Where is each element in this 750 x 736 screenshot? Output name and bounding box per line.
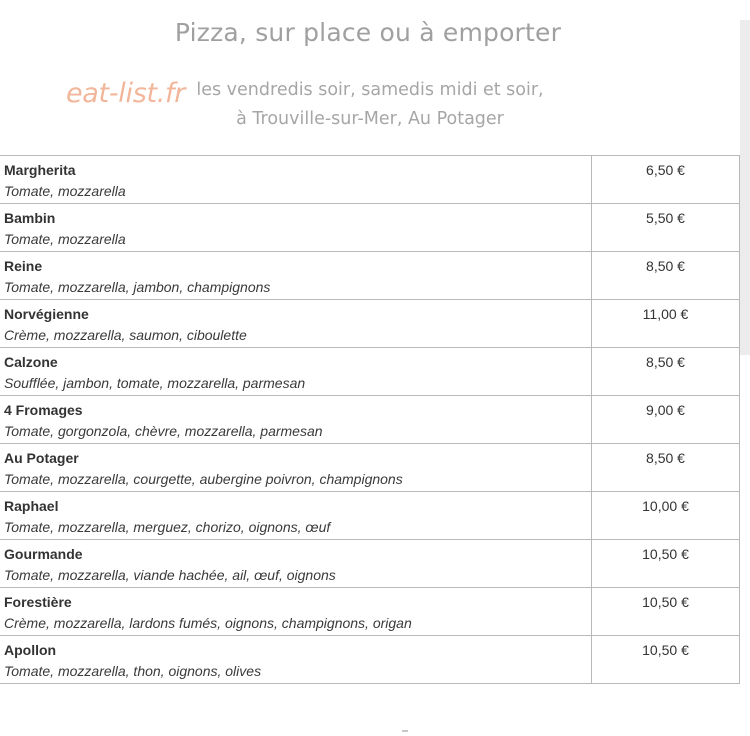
pizza-name-cell [0, 348, 592, 396]
table-row [0, 444, 740, 492]
pizza-name: Norvégienne [4, 306, 89, 322]
pizza-description: Tomate, mozzarella, merguez, chorizo, oignons, œuf [4, 519, 331, 535]
pizza-price: 8,50 € [646, 450, 685, 466]
table-row [0, 540, 740, 588]
table-row [0, 300, 740, 348]
decorative-mark [402, 730, 408, 732]
pizza-price: 6,50 € [646, 162, 685, 178]
pizza-name: Gourmande [4, 546, 83, 562]
pizza-description: Crème, mozzarella, saumon, ciboulette [4, 327, 247, 343]
pizza-description: Soufflée, jambon, tomate, mozzarella, parmesan [4, 375, 306, 391]
pizza-description: Tomate, mozzarella [4, 183, 126, 199]
pizza-price: 10,50 € [642, 594, 689, 610]
pizza-description: Tomate, mozzarella, courgette, aubergine poivron, champignons [4, 471, 403, 487]
pizza-name: Raphael [4, 498, 59, 514]
pizza-price: 9,00 € [646, 402, 685, 418]
table-row [0, 396, 740, 444]
table-row [0, 252, 740, 300]
pizza-name-cell [0, 252, 592, 300]
table-row [0, 492, 740, 540]
scrollbar[interactable] [740, 20, 750, 355]
pizza-name-cell [0, 300, 592, 348]
pizza-name-cell [0, 540, 592, 588]
pizza-name: Bambin [4, 210, 56, 226]
pizza-description: Tomate, gorgonzola, chèvre, mozzarella, parmesan [4, 423, 323, 439]
subtitle-line-1: les vendredis soir, samedis midi et soir, [196, 80, 544, 100]
pizza-description: Tomate, mozzarella, viande hachée, ail, œuf, oignons [4, 567, 336, 583]
pizza-description: Tomate, mozzarella, jambon, champignons [4, 279, 271, 295]
table-row [0, 204, 740, 252]
pizza-price: 10,50 € [642, 642, 689, 658]
pizza-name-cell [0, 396, 592, 444]
pizza-description: Tomate, mozzarella, thon, oignons, olives [4, 663, 262, 679]
pizza-name: Reine [4, 258, 43, 274]
pizza-name-cell [0, 444, 592, 492]
site-logo[interactable]: eat-list.fr [66, 78, 186, 109]
pizza-price: 11,00 € [642, 306, 689, 322]
pizza-description: Crème, mozzarella, lardons fumés, oignons, champignons, origan [4, 615, 412, 631]
pizza-name-cell [0, 204, 592, 252]
table-row [0, 636, 740, 684]
pizza-price: 10,00 € [642, 498, 689, 514]
pizza-name-cell [0, 636, 592, 684]
pizza-price-cell [592, 588, 740, 636]
pizza-price: 10,50 € [642, 546, 689, 562]
pizza-price-cell [592, 396, 740, 444]
pizza-name-cell [0, 588, 592, 636]
pizza-name: Forestière [4, 594, 72, 610]
pizza-name: Au Potager [4, 450, 79, 466]
pizza-name-cell [0, 156, 592, 204]
page-title: Pizza, sur place ou à emporter [174, 18, 562, 47]
subtitle-line-2: à Trouville-sur-Mer, Au Potager [236, 109, 504, 129]
pizza-price-cell [592, 636, 740, 684]
pizza-name-cell [0, 492, 592, 540]
table-row [0, 156, 740, 204]
pizza-price-cell [592, 540, 740, 588]
pizza-name: Calzone [4, 354, 58, 370]
pizza-price-cell [592, 156, 740, 204]
page-subtitle [165, 76, 575, 134]
pizza-price-cell [592, 348, 740, 396]
pizza-name: Apollon [4, 642, 57, 658]
pizza-price-cell [592, 300, 740, 348]
pizza-price-cell [592, 204, 740, 252]
pizza-price-cell [592, 444, 740, 492]
pizza-price-cell [592, 252, 740, 300]
pizza-name: 4 Fromages [4, 402, 83, 418]
pizza-menu-table [0, 155, 740, 684]
pizza-price: 8,50 € [646, 258, 685, 274]
table-row [0, 588, 740, 636]
pizza-price: 8,50 € [646, 354, 685, 370]
pizza-price-cell [592, 492, 740, 540]
pizza-description: Tomate, mozzarella [4, 231, 126, 247]
pizza-name: Margherita [4, 162, 76, 178]
pizza-price: 5,50 € [646, 210, 685, 226]
table-row [0, 348, 740, 396]
